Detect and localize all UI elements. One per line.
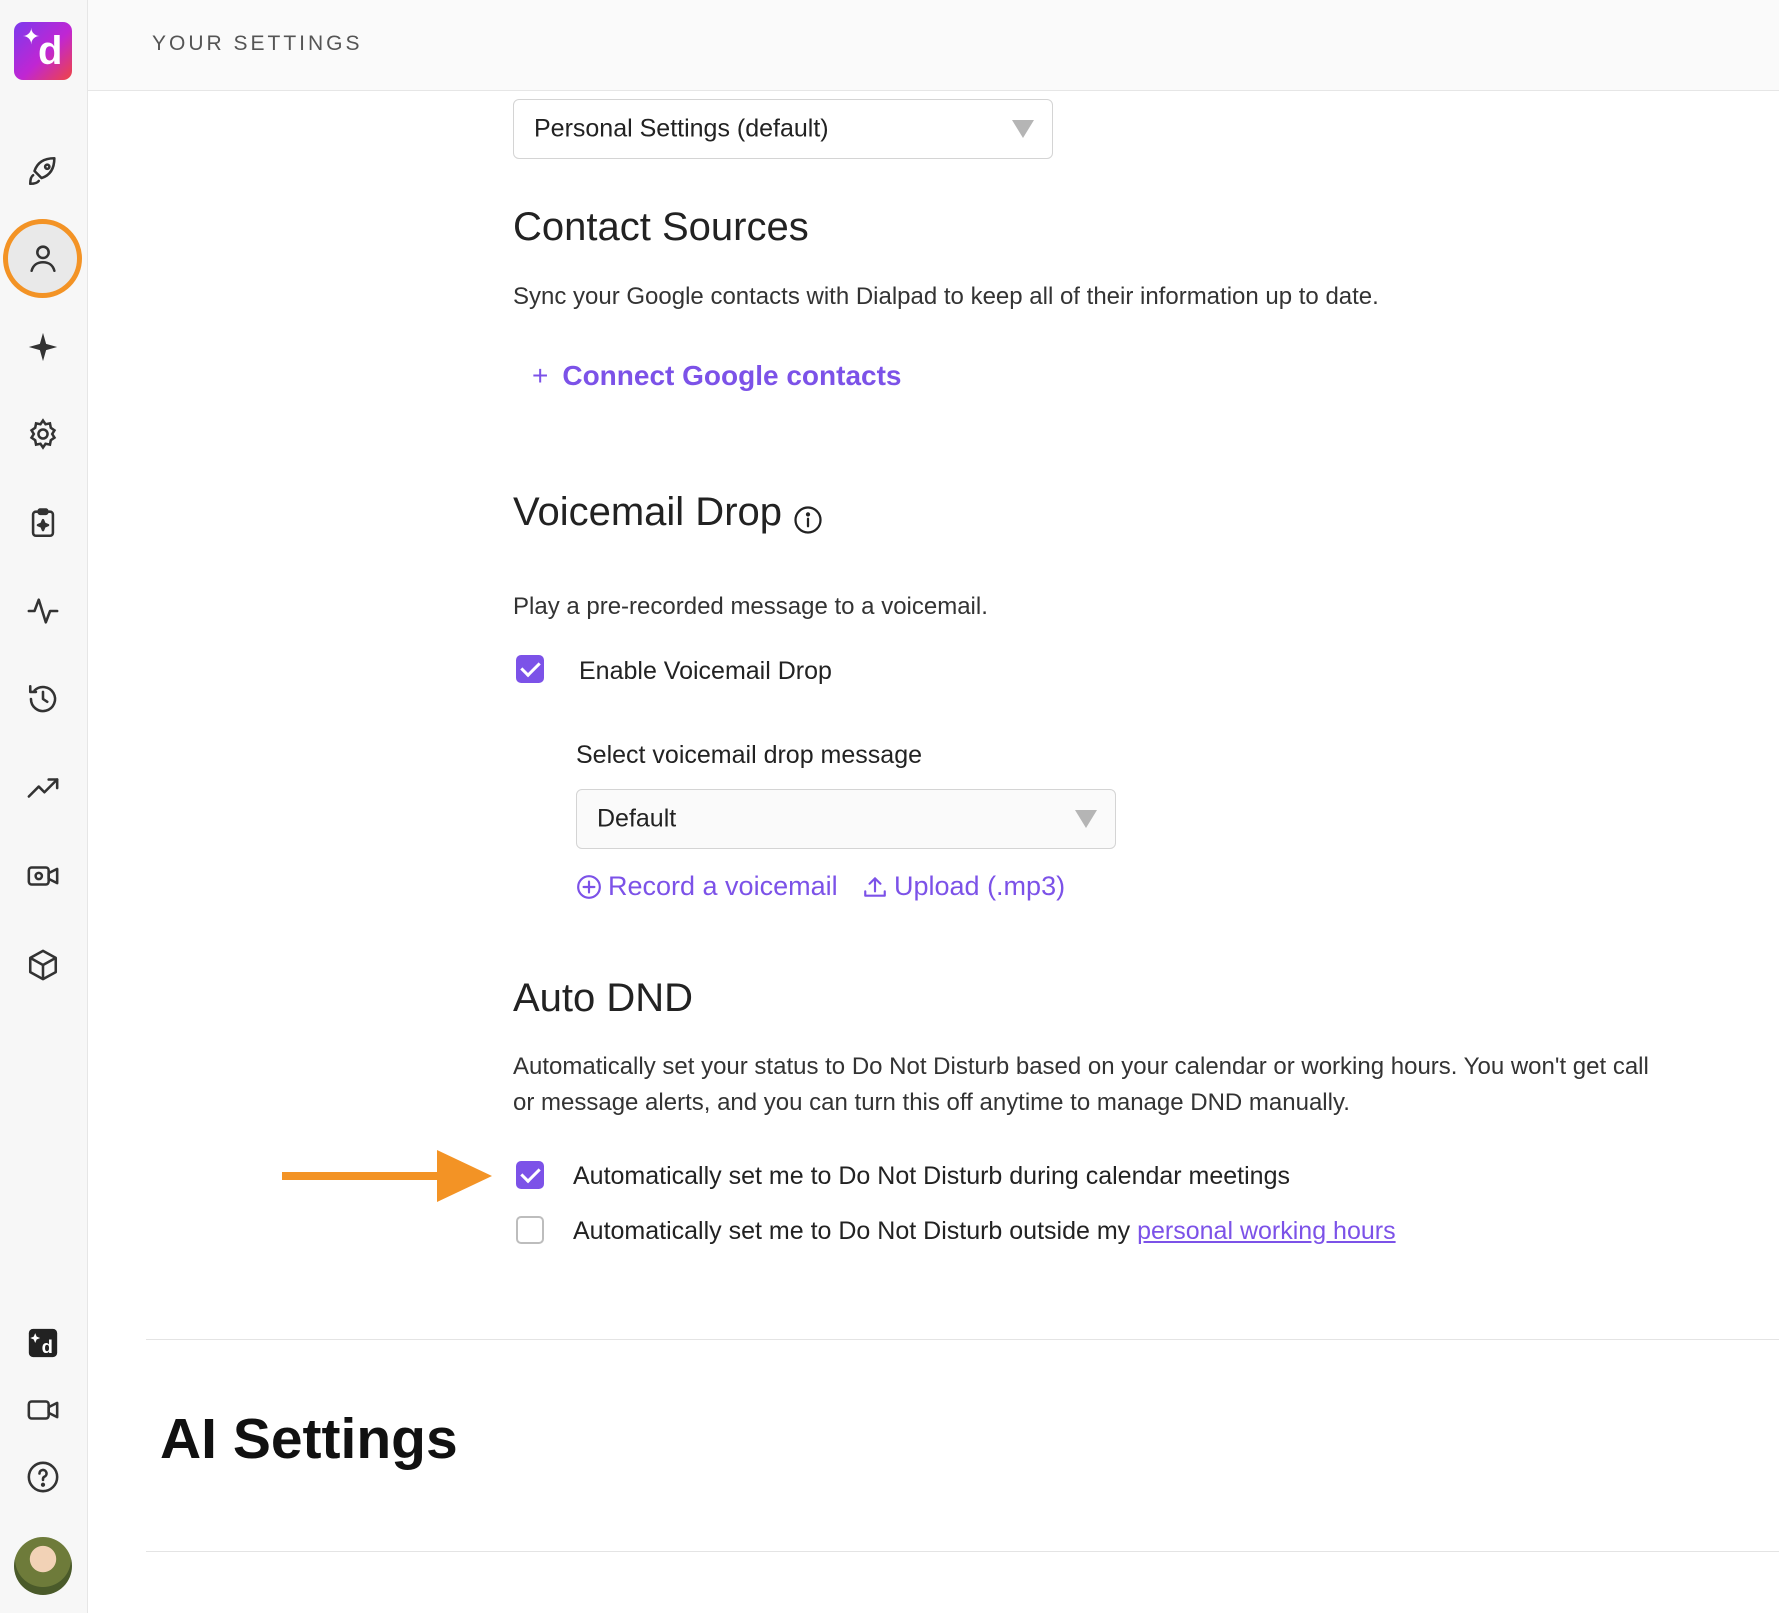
- avatar[interactable]: [14, 1537, 72, 1595]
- record-voicemail-button[interactable]: [576, 871, 838, 902]
- trending-up-icon[interactable]: [19, 764, 67, 812]
- record-voicemail-label: Record a voicemail: [608, 871, 838, 901]
- cube-icon[interactable]: [19, 941, 67, 989]
- help-icon[interactable]: [19, 1453, 67, 1501]
- voicemail-drop-description: Play a pre-recorded message to a voicemail.: [513, 593, 988, 620]
- sparkle-icon[interactable]: [19, 323, 67, 371]
- info-icon[interactable]: [793, 505, 823, 535]
- plus-icon: +: [532, 360, 549, 391]
- logo-sparkle-icon: ✦: [22, 24, 41, 49]
- chevron-down-icon: [1012, 120, 1034, 138]
- auto-dnd-description-line2: or message alerts, and you can turn this off anytime to manage DND manually.: [513, 1089, 1350, 1116]
- enable-voicemail-drop-checkbox[interactable]: [516, 655, 544, 683]
- section-divider: [146, 1339, 1779, 1340]
- user-icon[interactable]: [19, 234, 67, 282]
- voicemail-drop-title: Voicemail Drop: [513, 490, 783, 534]
- gear-icon[interactable]: [19, 410, 67, 458]
- contact-sources-description: Sync your Google contacts with Dialpad to keep all of their information up to date.: [513, 283, 1379, 310]
- dnd-calendar-meetings-label: Automatically set me to Do Not Disturb during calendar meetings: [573, 1162, 1290, 1190]
- history-icon[interactable]: [19, 675, 67, 723]
- contact-sources-title: Contact Sources: [513, 205, 809, 249]
- settings-profile-select[interactable]: [513, 99, 1053, 159]
- select-voicemail-message-label: Select voicemail drop message: [576, 741, 922, 769]
- annotation-arrow-icon: [282, 1150, 492, 1202]
- settings-profile-value: Personal Settings (default): [534, 114, 829, 143]
- logo-letter: d: [38, 29, 63, 73]
- dnd-working-hours-label-text: Automatically set me to Do Not Disturb outside my: [573, 1217, 1138, 1245]
- dnd-calendar-meetings-checkbox[interactable]: [516, 1161, 544, 1189]
- upload-icon: [862, 874, 888, 900]
- voicemail-message-select[interactable]: [576, 789, 1116, 849]
- dnd-working-hours-checkbox[interactable]: [516, 1216, 544, 1244]
- activity-icon[interactable]: [19, 587, 67, 635]
- svg-text:d: d: [41, 1335, 53, 1357]
- dnd-working-hours-label: [573, 1217, 1396, 1246]
- header: [88, 0, 1779, 91]
- dialpad-ai-icon[interactable]: [19, 1319, 67, 1367]
- rocket-icon[interactable]: [19, 147, 67, 195]
- auto-dnd-description-line1: Automatically set your status to Do Not Disturb based on your calendar or working hours. You won't get call: [513, 1053, 1649, 1080]
- upload-mp3-button[interactable]: [862, 871, 1065, 902]
- enable-voicemail-drop-label: Enable Voicemail Drop: [579, 657, 832, 685]
- ai-settings-title: AI Settings: [160, 1407, 458, 1471]
- video-icon[interactable]: [19, 1386, 67, 1434]
- dialpad-logo[interactable]: [14, 22, 72, 80]
- upload-mp3-label: Upload (.mp3): [894, 871, 1066, 901]
- connect-google-contacts-button[interactable]: [532, 360, 902, 392]
- voicemail-message-value: Default: [597, 804, 677, 833]
- clipboard-sparkle-icon[interactable]: [19, 499, 67, 547]
- chevron-down-icon: [1075, 810, 1097, 828]
- personal-working-hours-link[interactable]: personal working hours: [1137, 1217, 1396, 1245]
- video-settings-icon[interactable]: [19, 852, 67, 900]
- sidebar: [0, 0, 88, 1613]
- page-title: YOUR SETTINGS: [152, 32, 363, 55]
- plus-circle-icon: [576, 874, 602, 900]
- auto-dnd-title: Auto DND: [513, 976, 694, 1020]
- auto-dnd-description: [513, 1049, 1713, 1121]
- connect-google-contacts-label: Connect Google contacts: [562, 360, 902, 391]
- section-divider: [146, 1551, 1779, 1552]
